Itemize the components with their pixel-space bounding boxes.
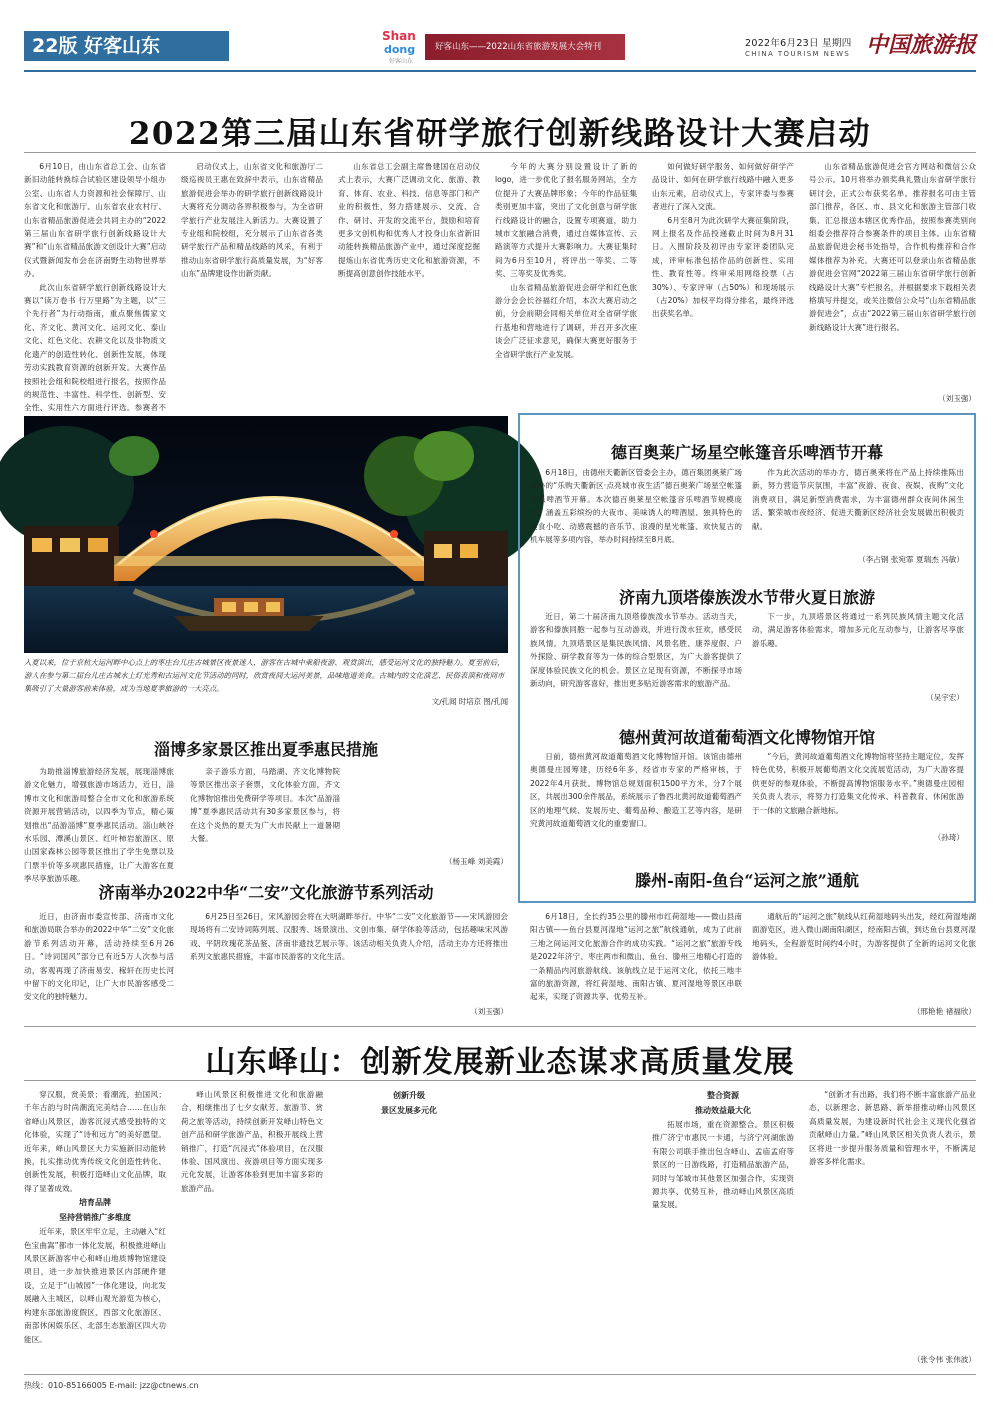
debai-col-2 [752,466,964,554]
top-paragraph: 如何做好研学服务、如何做好研学产品设计、如何在研学旅行线路中融入更多山东元素，启动仪式上，专家评委与参赛者进行了深入交流。 [652,162,794,212]
top-paragraph: 山东省总工会副主席鲁建国在启动仪式上表示，大赛广泛调动文化、旅游、教育、体育、农业、科技、信息等部门和产业的积极性，努力搭建展示、交流、合作、研讨、开发的交流平台，鼓励和培育更多文创机构和优秀人才投身山东省新旧动能转换精品旅游产业中，通过深度挖掘提炼山东省优秀历史文化和旅游资源，不断提高创意创作技能水平。 [338,162,480,279]
article-title-debai: 德百奥莱广场星空帐篷音乐啤酒节开幕 [610,443,883,462]
photo-credit: 文/孔闻 时培京 图/孔闻 [431,697,508,706]
top-col-6 [809,160,976,392]
bottom-byline: （张令伟 张伟波） [912,1355,976,1364]
wine-byline: （孙琦） [933,833,964,842]
jiuding-byline: （吴宇宏） [926,693,964,702]
bottom-article-rule [24,1026,976,1027]
jinan-paragraph: 近日，由济南市委宣传部、济南市文化和旅游局联合举办的2022中华“二安”文化旅游节系列活动开幕，活动持续至6月26日。“诗词国风”部分已有近5万人次参与活动，客观再现了济南易安、稼轩在历史长河中留下的文化印记，让广大市民游客感受二安文化的独特魅力。 [24,912,174,1002]
bottom-col-3 [338,1088,480,1368]
article-title-wine-museum: 德州黄河故道葡萄酒文化博物馆开馆 [618,728,875,747]
canal-night-photo [24,416,508,653]
bottom-headline: 山东峄山：创新发展新业态谋求高质量发展 [205,1045,795,1080]
top-paragraph: 6月10日，由山东省总工会、山东省新旧动能转换综合试验区建设领导小组办公室、山东省人力资源和社会保障厅、山东省文化和旅游厅、山东省农业农村厅、山东省精品旅游促进会共同主办的“2022第三届山东省研学旅行创新线路设计大赛”和“山东省精品旅游文创设计大赛”启动仪式暨新闻发布会在济南野生动物世界举办。 [24,162,166,279]
top-col-4 [495,160,637,408]
jinan-col-2 [190,910,508,1006]
top-col-2 [181,160,323,408]
canal-col-1 [530,910,742,1020]
section-text: 拓展市场，重在资源整合。景区积极推广济宁市惠民一卡通，与济宁河湖旅游有限公司联手推出包含峄山、孟庙孟府等景区的一日游线路，打造精品旅游产品，同时与邹城市其他景区加强合作，实现资源共享、优势互补，推动峄山风景区高质量发展。 [652,1120,794,1210]
footer-contact: 热线：010-85166005 E-mail: jzz@ctnews.cn [24,1381,199,1390]
canal-paragraph: 通航后的“运河之旅”航线从红荷湿地码头出发，经红荷湿地湖面游览区，进入微山湖南阳湖区，经南阳古镇，到达鱼台县夏河湿地码头，全程游览时间约4小时，为游客提供了全新的运河文化旅游体验。 [752,912,976,962]
shandong-logo [380,26,422,66]
zibo-col-1 [24,765,174,884]
section-heading: 创新升级 [393,1091,425,1100]
debai-col-1 [530,466,742,568]
zibo-byline: （杨玉峰 刘美霞） [444,857,508,866]
debai-byline: （李占钢 张宛霏 夏瑞杰 冯敏） [858,555,964,564]
paper-english-name: CHINA TOURISM NEWS [745,50,851,58]
wine-paragraph: “今后，黄河故道葡萄酒文化博物馆将坚持主题定位，发挥特色优势，积极开展葡萄酒文化交流展览活动，为广大游客提供更好的参观体验，不断提高博物馆服务水平。”奥德曼庄园相关负责人表示，将努力打造集文化传承、科普教育、休闲旅游于一体的文旅融合新地标。 [752,752,964,815]
zibo-col-3 [356,765,508,855]
bottom-closing: “创新才有出路，我们将不断丰富旅游产品业态，以新理念、新思路、新举措推动峄山风景区高质量发展，为建设新时代社会主义现代化强省贡献峄山力量。”峄山风景区相关负责人表示，景区将进一步提升服务质量和管理水平，不断满足游客多样化需求。 [809,1090,976,1167]
photo-caption [24,656,508,708]
photo-caption-text: 入夏以来，位于京杭大运河畔中心点上的枣庄台儿庄古城景区夜景迷人，游客在古城中乘船夜游、观赏演出，感受运河文化的独特魅力。夏至前后，游人在参与第二届台儿庄古城水上灯光秀和古运河文化节活动的同时，欣赏夜间大运河美景，品味地道美食。古城内的文化演艺、民俗表演和夜间市集吸引了大量游客前来体验，成为当地夏季旅游的一大亮点。 [24,658,505,693]
article-title-canal-route: 滕州-南阳-鱼台“运河之旅”通航 [635,871,859,890]
article-title-zibo: 淄博多家景区推出夏季惠民措施 [153,740,378,759]
svg-text:dong: dong [384,43,416,56]
header-rule [24,70,976,72]
top-col-5 [652,160,794,408]
jiuding-col-1 [530,610,742,706]
bottom-col-1 [24,1088,166,1368]
footer-rule [24,1374,976,1375]
bottom-lead: 穿汉服，赏美景；看潮流，拍国风；千年古韵与时尚潮流完美结合……在山东省峄山风景区，游客沉浸式感受独特的文化体验，实现了“诗和远方”的美好愿望。近年来，峄山风景区大力实施新旧动能转换，扎实推动优秀传统文化创造性转化、创新性发展，积极打造峄山文化品牌，取得了显著成效。 [24,1090,166,1193]
logo-cn: 好客山东 [389,58,414,65]
jiuding-paragraph: 下一步，九顶塔景区将通过一系列民族风情主题文化活动，满足游客体验需求，增加多元化互动参与，让游客尽享旅游乐趣。 [752,612,964,648]
logo-text: Shan [382,29,416,43]
bottom-col-4 [495,1088,637,1368]
wine-col-1 [530,750,742,846]
top-byline: （刘玉强） [938,394,976,403]
bottom-col-6 [809,1088,976,1353]
canal-byline: （邢艳艳 褚福欣） [912,1007,976,1016]
canal-paragraph: 6月18日，全长约35公里的滕州市红荷湿地——微山县南阳古镇——鱼台县夏河湿地“运河之旅”航线通航，成为了此前三地之间运河文化旅游合作的成功实践。“运河之旅”旅游专线是2022年济宁、枣庄两市和微山、鱼台、滕州三地精心打造的一条精品内河旅游航线。该航线立足于运河文化，依托三地丰富的旅游资源，将红荷湿地、南阳古镇、夏河湿地等景区串联起来，实现了资源共享、优势互补。 [530,912,742,1002]
bottom-col-5 [652,1088,794,1368]
top-col-3 [338,160,480,408]
debai-paragraph: 6月18日，由德州天衢新区管委会主办，德百集团奥莱广场承办的“乐购天衢新区·点亮城市夜生活”德百奥莱广场星空帐篷音乐啤酒节开幕。本次德百奥莱星空帐篷音乐啤酒节规模庞大，涵盖五彩缤纷的大夜市、美味诱人的啤酒屋、独具特色的美食小吃、动感震撼的音乐节、浪漫的星光帐篷、欢快复古的机车展等多项内容，举办时间持续至8月底。 [530,468,742,545]
newspaper-masthead: 中国旅游报 [866,32,977,58]
section-subheading: 推动效益最大化 [695,1106,751,1115]
section-heading: 整合资源 [707,1091,739,1100]
canal-col-2 [752,910,976,1006]
zibo-paragraph: 为助推淄博旅游经济发展，展现淄博旅游文化魅力，增强旅游市场活力，近日，淄博市文化和旅游局整合全市文化和旅游系统资源开展营销活动，以四季为节点，精心策划推出“品游淄博”夏季惠民活动。淄山峡谷水乐园、潭溪山景区、红叶柿岩旅游区、原山国家森林公园等景区推出了学生免票以及门票半价等多项惠民措施，让广大游客在夏季尽享旅游乐趣。 [24,767,174,884]
jinan-col-1 [24,910,174,1020]
wine-col-2 [752,750,964,832]
section-heading: 培育品牌 [79,1198,111,1208]
section-text: 近年来，景区牢牢立足，主动融入“红色宝曲嵩”都市一体化发展，积极推进峄山风景区新游客中心和峄山地质博物馆建设项目，进一步加快推进景区内部硬件建设，立足于“山城园”一体化建设，向北发展融入主城区，以峄山观光游览为核心，构建东部旅游度假区、西部文化旅游区、南部休闲娱乐区、北部生态旅游区四大功能区。 [24,1227,166,1344]
top-headline: 2022第三届山东省研学旅行创新线路设计大赛启动 [128,116,872,152]
headline-rule [24,152,976,153]
special-issue-band: 好客山东——2022山东省旅游发展大会特刊 [425,34,625,60]
wine-paragraph: 日前，德州黄河故道葡萄酒文化博物馆开馆。该馆由德州奥德曼庄园筹建，历经6年多，经省市专家的严格审核，于2022年4月获批。博物馆总规划面积1500平方米，分7个展区，共展出300余件展品，系统展示了鲁西北黄河故道葡萄酒产区的地理气候、发展历史、葡萄品种、酿造工艺等内容，是研究黄河故道葡萄酒文化的重要窗口。 [530,752,742,829]
section-subheading: 坚持营销推广多维度 [59,1213,131,1223]
top-paragraph: 山东省精品旅游促进会研学和红色旅游分会会长谷福红介绍，本次大赛启动之前，分会前期会同相关单位对全省研学旅行基地和营地进行了调研，并召开多次座谈会广泛征求意见，确保大赛更好服务于全省研学旅行产业发展。 [495,282,637,359]
jinan-byline: （刘玉强） [470,1007,508,1016]
top-paragraph: 今年的大赛分别设置设计了新的logo，进一步优化了报名服务网站，全方位提升了大赛品牌形象；今年的作品征集类别更加丰富，突出了文化创意与研学旅行线路设计的融合，设置专项赛道，助力城市文旅融合消费，通过自媒体宣传、云路演等方式提升大赛影响力。大赛征集时间为6月至10月，将评出一等奖、二等奖、三等奖及优秀奖。 [495,162,637,279]
issue-date: 2022年6月23日 星期四 [745,38,852,49]
zibo-col-2 [190,765,340,865]
section-subheading: 景区发展多元化 [381,1106,437,1115]
top-paragraph: 启动仪式上，山东省文化和旅游厅二级巡视员王惠在致辞中表示，山东省精品旅游促进会举办的研学旅行创新线路设计大赛将充分调动各界积极参与，为全省研学旅行产业发展注入新活力。大赛设置了专业组和院校组，充分展示了山东省各类研学旅行产品和精品线路的风采，有利于推动山东省研学旅行高质量发展，为“好客山东”品牌建设作出新贡献。 [181,162,323,279]
top-col-1 [24,160,166,413]
jiuding-paragraph: 近日，第二十届济南九顶塔傣族泼水节举办。活动当天，游客和傣族同胞一起参与互动游戏，并进行泼水狂欢，感受民族风情。九顶塔景区是集民族风情、风景名胜、康养度假、户外探险、研学教育等为一体的综合型景区，为广大游客提供了深度体验民族文化的机会。景区立足现有资源，不断探寻市场新动向，研究游客喜好，推出更多贴近游客需求的旅游产品。 [530,612,742,689]
zibo-paragraph: 亲子游乐方面，马踏湖、齐文化博物院等景区推出亲子套票，文化体验方面，齐文化博物馆推出免费研学等项目。本次“品游淄博”夏季惠民活动共有30多家景区参与，将在这个炎热的夏天为广大市民献上一道暑期大餐。 [190,767,340,844]
edition-label: 22版 好客山东 [24,31,229,61]
top-paragraph: 山东省精品旅游促进会官方网站和微信公众号公示。10月将举办颁奖典礼暨山东省研学旅行研讨会，正式公布获奖名单。推荐报名可由主管部门推荐，各区、市、县文化和旅游主管部门收集、汇总报送本辖区优秀作品，按照参赛类别向组委会推荐符合参赛条件的项目主体。山东省精品旅游促进会秘书处指导，合作机构推荐和合作媒体推荐为补充。大赛还可以登录山东省精品旅游促进会官网“2022第三届山东省研学旅行创新线路设计大赛”专栏报名，并根据要求下载相关表格填写并提交，或关注微信公众号“山东省精品旅游促进会”，点击“2022第三届山东省研学旅行创新线路设计大赛”进行报名。 [809,162,976,332]
top-paragraph: 此次山东省研学旅行创新线路设计大赛以“读万卷书 行万里路”为主题，以“三个先行者”为行动指南，重点聚焦儒家文化、齐文化、黄河文化、运河文化、泰山文化、红色文化、农耕文化以及非物质文化遗产的创造性转化、创新性发展，体现劳动实践教育资源的创新开发。大赛作品按照社会组和院校组进行报名，按照作品的规范性、丰富性、科学性、创新型、安全性、实用性六方面进行评选。参赛者不 [24,282,166,413]
debai-paragraph: 作为此次活动的举办方，德百奥莱将在产品上持续推陈出新，努力营造节庆氛围，丰富“夜游、夜食、夜娱、夜购”文化消费项目，满足新型消费需求，为丰富德州群众夜间休闲生活、繁荣城市夜经济、促进天衢新区经济社会发展做出积极贡献。 [752,468,964,531]
top-paragraph: 6月至8月为此次研学大赛征集阶段，网上报名及作品投递截止时间为8月31日。入围阶段及初评由专家评委团队完成，评审标准包括作品的创新性、实用性、教育性等。终审采用网络投票（占30%）、专家评审（占50%）和现场展示（占20%）加权平均得分排名，最终评选出获奖名单。 [652,215,794,319]
jinan-paragraph: 6月25日至26日，宋风游园会将在大明湖畔举行。中华“二安”文化旅游节——宋风游园会现场将有二安诗词陈列展、汉服秀、场景演出、文创市集、研学体验等活动，包括趣味宋风游戏、平阴玫瑰花茶品鉴、济南非遗技艺展示等。该活动相关负责人介绍，活动主办方还将推出系列文旅惠民措施，丰富市民游客的文化生活。 [190,912,508,962]
article-title-jiuding: 济南九顶塔傣族泼水节带火夏日旅游 [618,588,875,607]
bottom-col-2 [181,1088,323,1368]
article-title-jinan-erán: 济南举办2022中华“二安”文化旅游节系列活动 [98,883,434,902]
section-text-2: 峄山风景区积极推进文化和旅游融合，相继推出了七夕女献芳、旅游节、赏荷之旅等活动，持续创新开发峄山特色文创产品和研学旅游产品，积极开展线上营销推广，打造“沉浸式”体验项目，在汉服体验、国风演出、夜游项目等方面实现多元化发展，让游客体验到更加丰富多彩的旅游产品。 [181,1090,323,1193]
bottom-headline-rule [24,1080,976,1081]
jiuding-col-2 [752,610,964,692]
